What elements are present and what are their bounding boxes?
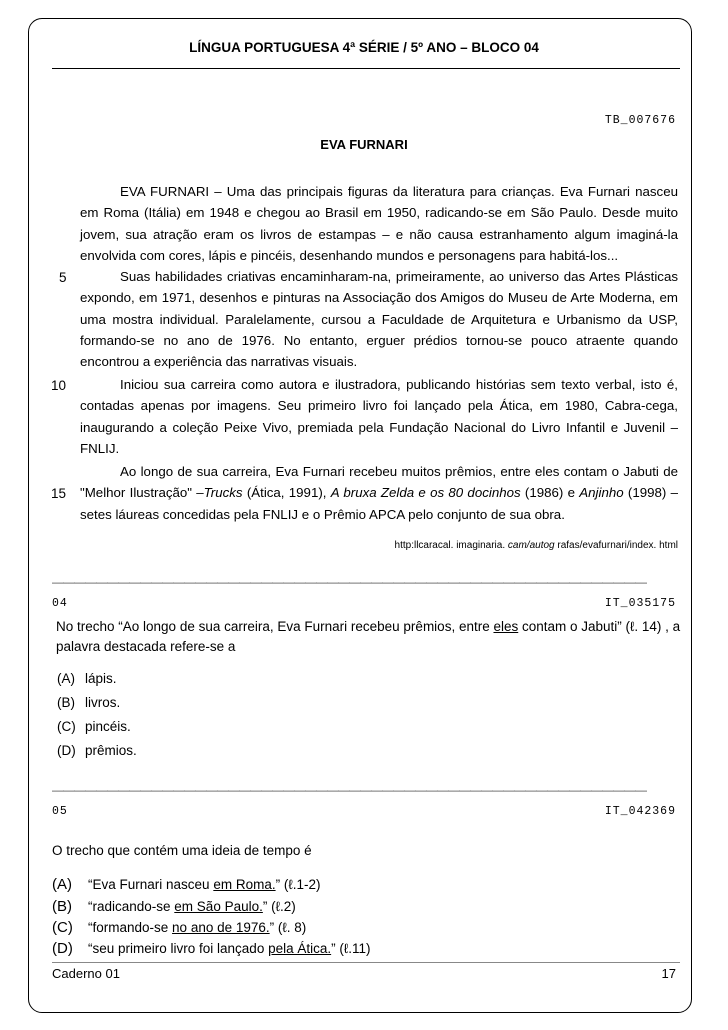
q05-option-a[interactable]: (A) “Eva Furnari nasceu em Roma.” (ℓ.1-2) — [52, 876, 321, 893]
page-header-title: LÍNGUA PORTUGUESA 4ª SÉRIE / 5º ANO – BLOCO 04 — [189, 40, 539, 55]
question-number-04: 04 — [52, 597, 68, 610]
footer-divider — [52, 962, 680, 963]
page-number: 17 — [661, 966, 676, 981]
section-divider-2: —————————————————————————————————————————————————————— — [52, 783, 646, 797]
q05-option-b[interactable]: (B) “radicando-se em São Paulo.” (ℓ.2) — [52, 898, 296, 915]
line-number-5: 5 — [59, 270, 67, 285]
line-number-10: 10 — [51, 378, 67, 393]
q05-option-c[interactable]: (C) “formando-se no ano de 1976.” (ℓ. 8) — [52, 919, 307, 936]
text-block-code: TB_007676 — [604, 114, 676, 127]
book-title-anjinho: Anjinho — [579, 485, 624, 501]
paragraph-3: Iniciou sua carreira como autora e ilustradora, publicando histórias sem texto verbal, isto é, contadas apenas por imagens. Seu primeiro livro foi lançado pela Ática, em 1980, Cabra-cega, inaugurando a coleção Peixe Vivo, premiada pela Fundação Nacional do Livro Infantil e Juvenil – FNLIJ. — [80, 377, 678, 456]
q04-option-b[interactable]: (B) livros. — [57, 695, 121, 710]
question-code-04: IT_035175 — [604, 597, 676, 610]
q04-option-a[interactable]: (A) lápis. — [57, 671, 117, 686]
section-divider-1: —————————————————————————————————————————————————————— — [52, 575, 646, 589]
text-title: EVA FURNARI — [320, 137, 408, 152]
header-divider — [52, 68, 680, 69]
question-code-05: IT_042369 — [604, 805, 676, 818]
book-title-bruxa: A bruxa Zelda e os 80 docinhos — [330, 485, 521, 501]
line-number-15: 15 — [51, 486, 67, 501]
paragraph-2: Suas habilidades criativas encaminharam-na, primeiramente, ao universo das Artes Plásticas expondo, em 1971, desenhos e pinturas na Associação dos Amigos do Museu de Arte Moderna, em uma mostra individual. Paralelamente, cursou a Faculdade de Arquitetura e Urbanismo da USP, formando-se no ano de 1976. No entanto, erguer prédios tornou-se pouco atraente quando encontrou a experiência das narrativas visuais. — [80, 269, 678, 370]
paragraph-4: Ao longo de sua carreira, Eva Furnari recebeu muitos prêmios, entre eles contam o Jabuti de "Melhor Ilustração" –Trucks (Ática, 1991), A bruxa Zelda e os 80 docinhos (1986) e Anjinho (1998) – setes láureas concedidas pela FNLIJ e o Prêmio APCA pelo conjunto de sua obra. — [80, 464, 678, 522]
question-number-05: 05 — [52, 805, 68, 818]
q04-option-d[interactable]: (D) prêmios. — [57, 743, 137, 758]
book-title-trucks: Trucks — [203, 485, 243, 501]
question-05-stem: O trecho que contém uma ideia de tempo é — [52, 843, 312, 858]
footer-booklet-label: Caderno 01 — [52, 966, 120, 981]
question-04-stem: No trecho “Ao longo de sua carreira, Eva Furnari recebeu prêmios, entre eles contam o Jabuti” (ℓ. 14) , a palavra destacada refere-se a — [56, 619, 681, 654]
paragraph-1: EVA FURNARI – Uma das principais figuras da literatura para crianças. Eva Furnari nasceu em Roma (Itália) em 1948 e chegou ao Brasil em 1950, radicando-se em São Paulo. Desde muito jovem, sua atração eram os livros de estampas – e não causa estranhamento algum imaginá-la envolvida com cores, lápis e pincéis, desenhando mundos e personagens para habitá-los... — [80, 184, 678, 263]
q05-option-d[interactable]: (D) “seu primeiro livro foi lançado pela Ática.” (ℓ.11) — [52, 940, 371, 957]
source-citation: http:llcaracal. imaginaria. cam/autog rafas/evafurnari/index. html — [394, 540, 678, 551]
q04-option-c[interactable]: (C) pincéis. — [57, 719, 131, 734]
highlighted-word: eles — [493, 619, 519, 634]
